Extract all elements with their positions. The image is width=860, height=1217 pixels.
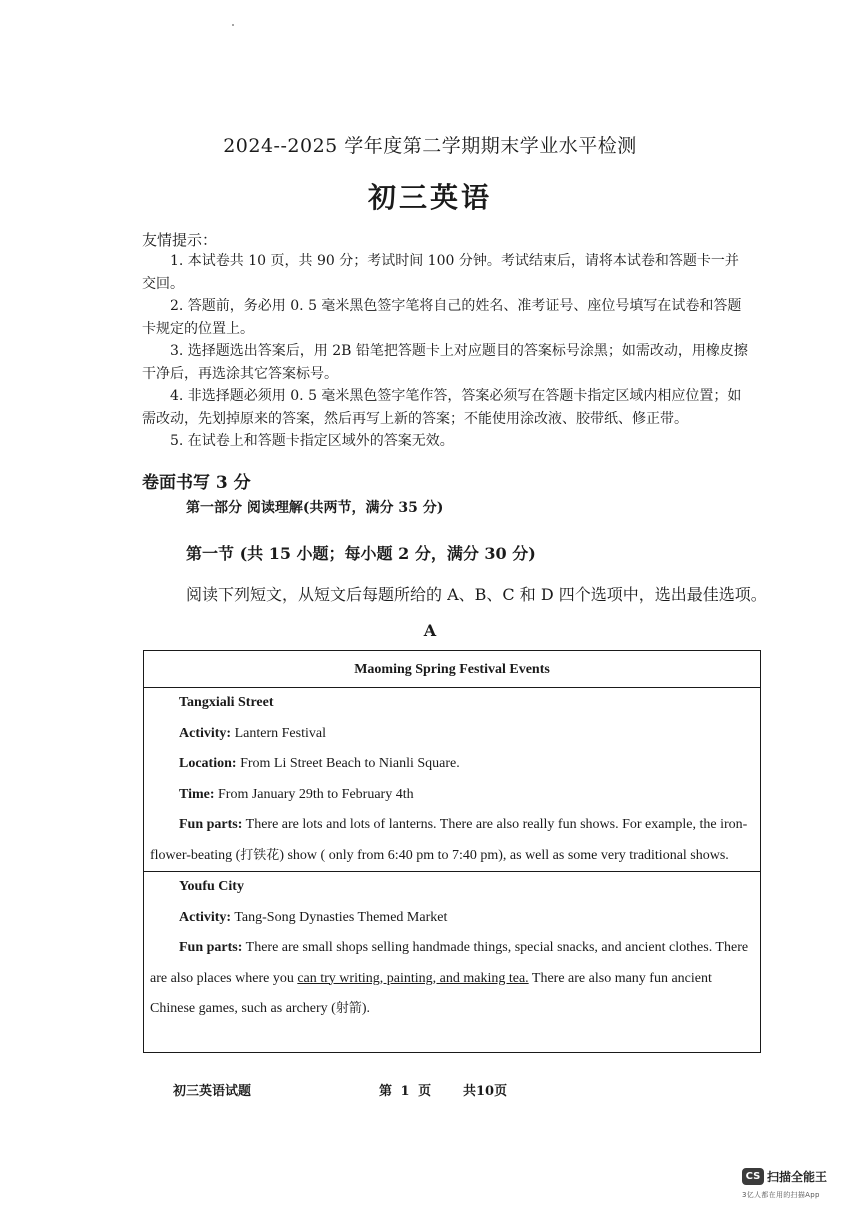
fun-parts-chinese: 打铁花	[240, 847, 280, 863]
location-label: Location:	[179, 756, 237, 771]
venue-youfu	[144, 871, 760, 1025]
location-value: From Li Street Beach to Nianli Square.	[240, 756, 460, 771]
activity-value: Tang-Song Dynasties Themed Market	[234, 909, 448, 925]
venue-name-text: Tangxiali Street	[179, 695, 274, 710]
underlined-phrase: can try writing, painting, and making tea.	[297, 970, 529, 986]
fun-parts-text: There are small shops selling handmade things, special snacks, and ancient clothes. There are also places where you	[150, 940, 749, 986]
venue-tangxiali	[144, 688, 760, 871]
venue-name-text: Youfu City	[179, 879, 244, 894]
time-value: From January 29th to February 4th	[218, 786, 414, 802]
fun-parts-text: There are also many fun ancient Chinese games, such as archery (	[150, 970, 712, 1016]
tip-item: 2. 答题前，务必用 0. 5 毫米黑色签字笔将自己的姓名、准考证号、座位号填写在试卷和答题卡规定的位置上。	[142, 298, 742, 337]
fun-parts-text: There are lots and lots of lanterns. There are also really fun shows. For example, the iron-flower-beating (	[150, 817, 748, 863]
location-row	[150, 749, 754, 780]
part-title: 第一部分 阅读理解(共两节，满分 35 分)	[186, 500, 444, 516]
event-box-title: Maoming Spring Festival Events	[144, 651, 760, 688]
event-box	[143, 650, 761, 1053]
fun-parts-chinese: 射箭	[335, 1001, 362, 1016]
venue-name	[150, 688, 754, 719]
activity-row	[150, 719, 754, 750]
passage-label: A	[423, 621, 437, 640]
handwriting-score: 卷面书写 3 分	[142, 473, 251, 493]
tip-item: 3. 选择题选出答案后，用 2B 铅笔把答题卡上对应题目的答案标号涂黑；如需改动，用橡皮擦干净后，再选涂其它答案标号。	[142, 343, 748, 382]
fun-parts-label: Fun parts:	[179, 817, 243, 832]
camscanner-logo-icon: CS	[742, 1168, 764, 1185]
activity-value: Lantern Festival	[234, 725, 326, 741]
fun-parts-text: ).	[361, 1001, 371, 1016]
fun-parts-label: Fun parts:	[179, 940, 243, 955]
footer-total-pages: 共10页	[463, 1084, 508, 1099]
activity-label: Activity:	[179, 725, 232, 741]
footer-subject: 初三英语试题	[173, 1084, 252, 1099]
scanner-watermark	[742, 1166, 852, 1200]
tips-heading: 友情提示：	[142, 231, 218, 249]
scan-speck	[232, 24, 234, 26]
section-title: 第一节 (共 15 小题；每小题 2 分，满分 30 分)	[186, 544, 536, 563]
fun-parts-row	[150, 810, 754, 871]
activity-row	[150, 903, 754, 934]
exam-title: 2024--2025 学年度第二学期期末学业水平检测	[223, 135, 637, 157]
watermark-slogan: 3亿人都在用的扫描App	[742, 1191, 820, 1199]
time-label: Time:	[179, 786, 215, 802]
reading-instruction: 阅读下列短文，从短文后每题所给的 A、B、C 和 D 四个选项中，选出最佳选项。	[186, 585, 767, 604]
fun-parts-row	[150, 933, 754, 1025]
time-row	[150, 780, 754, 811]
venue-name	[150, 872, 754, 903]
tip-item: 5. 在试卷上和答题卡指定区域外的答案无效。	[170, 433, 454, 449]
activity-label: Activity:	[179, 909, 232, 925]
footer-page-number: 第 1 页	[379, 1084, 432, 1099]
watermark-name: 扫描全能王	[767, 1170, 828, 1184]
tips-list	[142, 250, 752, 453]
fun-parts-text: ) show ( only from 6:40 pm to 7:40 pm), as well as some very traditional shows.	[279, 847, 729, 863]
subject-title: 初三英语	[367, 181, 492, 214]
tip-item: 1. 本试卷共 10 页，共 90 分；考试时间 100 分钟。考试结束后，请将本试卷和答题卡一并交回。	[142, 253, 739, 292]
tip-item: 4. 非选择题必须用 0. 5 毫米黑色签字笔作答，答案必须写在答题卡指定区域内相应位置；如需改动，先划掉原来的答案，然后再写上新的答案；不能使用涂改液、胶带纸、修正带。	[142, 388, 742, 427]
